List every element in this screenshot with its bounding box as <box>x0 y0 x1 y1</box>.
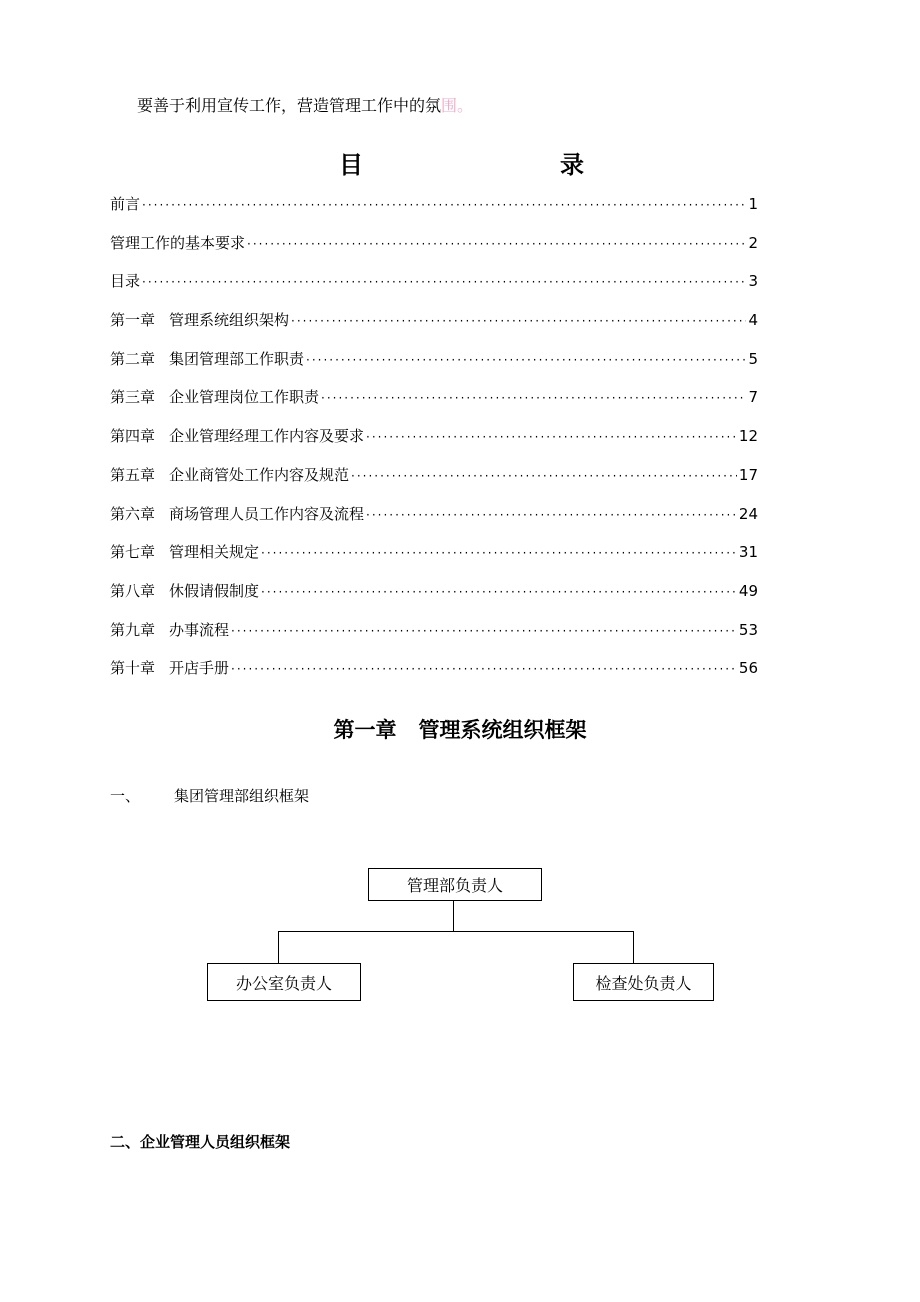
toc-page: 53 <box>738 620 758 639</box>
connector-line <box>278 931 279 963</box>
intro-paragraph <box>137 95 473 117</box>
toc-chapter: 第七章 <box>110 543 156 562</box>
toc-leader <box>261 542 737 564</box>
toc-page: 24 <box>738 504 758 523</box>
toc-entry[interactable] <box>110 193 758 232</box>
section-title: 集团管理部组织框架 <box>174 787 310 805</box>
org-node-left: 办公室负责人 <box>207 963 361 1001</box>
toc-chapter: 第一章 <box>110 311 156 330</box>
org-node-right: 检查处负责人 <box>573 963 714 1001</box>
toc-title: 集团管理部工作职责 <box>169 349 305 368</box>
toc-entry[interactable] <box>110 425 758 464</box>
toc-entry[interactable] <box>110 580 758 619</box>
toc-chapter: 第九章 <box>110 620 156 639</box>
toc-chapter: 第六章 <box>110 504 156 523</box>
toc-title-left: 目 <box>339 150 363 179</box>
toc-leader <box>351 465 737 487</box>
toc-leader <box>291 310 746 332</box>
toc-page: 2 <box>748 233 758 252</box>
toc-title: 企业管理经理工作内容及要求 <box>169 427 365 446</box>
toc-title: 管理相关规定 <box>169 543 260 562</box>
toc-entry[interactable] <box>110 309 758 348</box>
toc-page: 17 <box>738 465 758 484</box>
toc-entry[interactable] <box>110 464 758 503</box>
toc-leader <box>366 504 737 526</box>
toc-entry[interactable] <box>110 348 758 387</box>
toc-page: 49 <box>738 581 758 600</box>
connector-line <box>278 931 634 932</box>
connector-line <box>633 931 634 963</box>
toc-leader <box>142 194 746 216</box>
toc-chapter: 第十章 <box>110 659 156 678</box>
toc-chapter: 第八章 <box>110 581 156 600</box>
intro-text-highlight: 围。 <box>441 96 474 115</box>
toc-title: 办事流程 <box>169 620 230 639</box>
toc-chapter: 第三章 <box>110 388 156 407</box>
toc-leader <box>321 387 746 409</box>
toc-page: 12 <box>738 427 758 446</box>
chapter-heading: 第一章 管理系统组织框架 <box>333 718 587 742</box>
toc-leader <box>231 620 737 642</box>
org-node-top: 管理部负责人 <box>368 868 542 901</box>
intro-text: 要善于利用宣传工作，营造管理工作中的氛 <box>137 96 442 115</box>
toc-entry[interactable] <box>110 657 758 696</box>
toc-title: 企业商管处工作内容及规范 <box>169 465 350 484</box>
toc-leader <box>261 581 737 603</box>
toc-leader <box>142 271 746 293</box>
toc-title: 休假请假制度 <box>169 581 260 600</box>
toc-entry[interactable] <box>110 541 758 580</box>
toc-title: 管理工作的基本要求 <box>110 233 246 252</box>
toc-title-right: 录 <box>560 150 584 179</box>
toc-title: 商场管理人员工作内容及流程 <box>169 504 365 523</box>
toc-chapter: 第二章 <box>110 349 156 368</box>
toc-page: 4 <box>748 311 758 330</box>
section-number: 一、 <box>110 787 141 805</box>
connector-line <box>453 901 454 931</box>
toc-page: 3 <box>748 272 758 291</box>
toc-leader <box>366 426 737 448</box>
toc-entry[interactable] <box>110 386 758 425</box>
toc-page: 5 <box>748 349 758 368</box>
toc-page: 1 <box>748 195 758 213</box>
toc-entry[interactable] <box>110 503 758 542</box>
toc-title: 前言 <box>110 195 141 213</box>
table-of-contents <box>110 193 758 696</box>
toc-leader <box>306 349 746 371</box>
toc-chapter: 第五章 <box>110 465 156 484</box>
toc-page: 31 <box>738 543 758 562</box>
toc-page: 7 <box>748 388 758 407</box>
toc-leader <box>231 658 737 680</box>
toc-title: 开店手册 <box>169 659 230 678</box>
toc-page: 56 <box>738 659 758 678</box>
section-heading-1 <box>110 785 309 807</box>
toc-chapter: 第四章 <box>110 427 156 446</box>
toc-title: 目录 <box>110 272 141 291</box>
toc-entry[interactable] <box>110 232 758 271</box>
toc-entry[interactable] <box>110 270 758 309</box>
toc-title: 管理系统组织架构 <box>169 311 290 330</box>
toc-entry[interactable] <box>110 619 758 658</box>
toc-title: 企业管理岗位工作职责 <box>169 388 320 407</box>
section-heading-2: 二、企业管理人员组织框架 <box>110 1133 291 1151</box>
toc-leader <box>247 233 746 255</box>
